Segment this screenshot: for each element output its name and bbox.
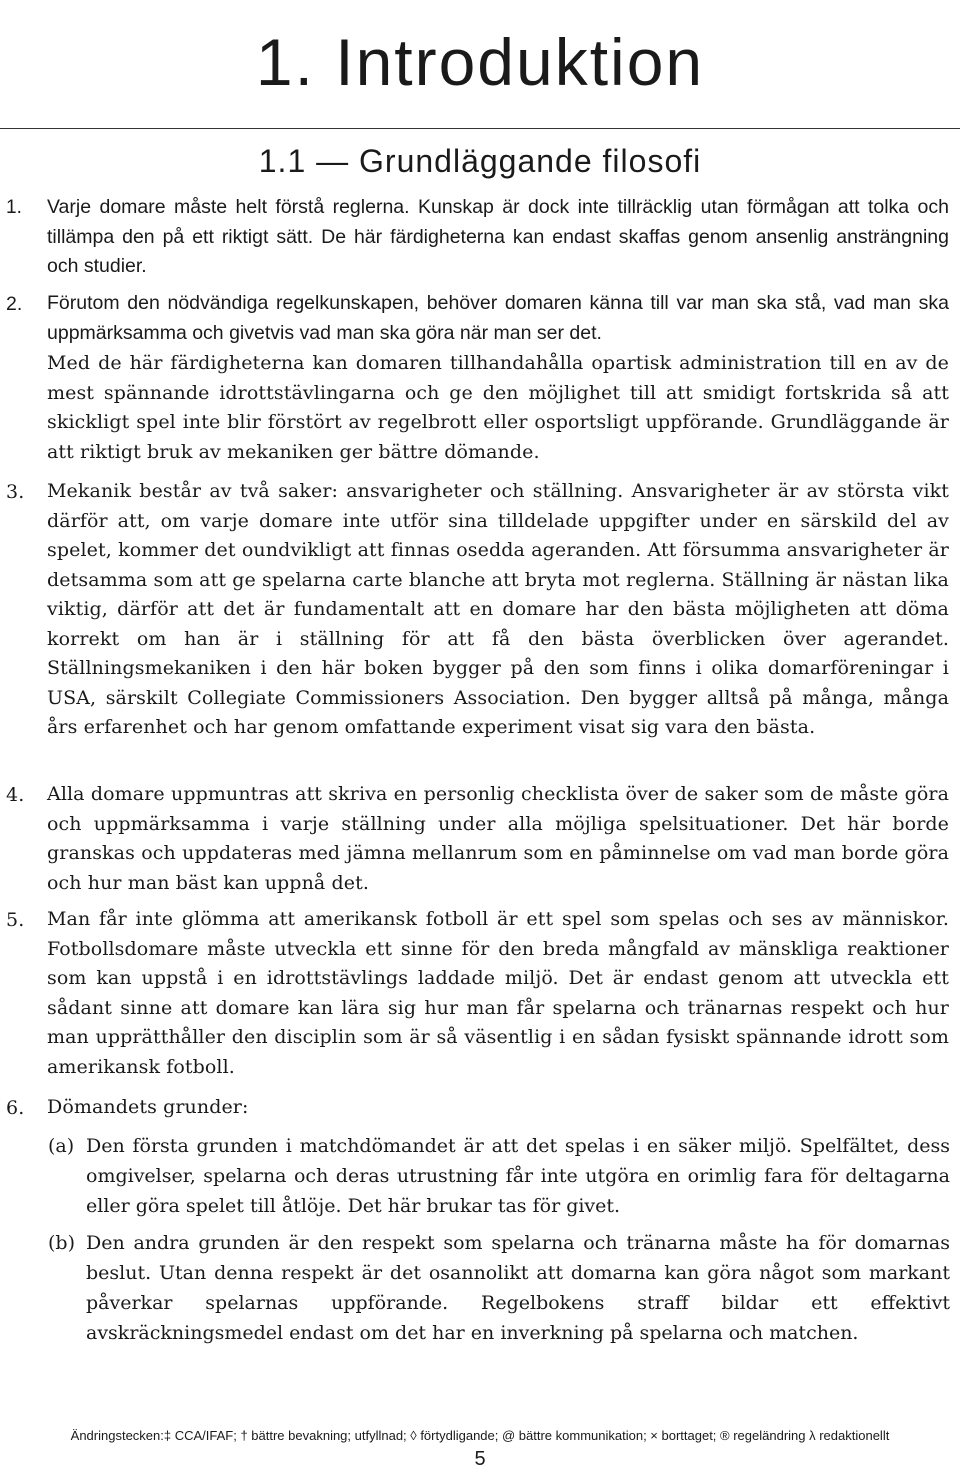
change-marks-legend: Ändringstecken:‡ CCA/IFAF; † bättre bevakning; utfyllnad; ◊ förtydligande; @ bättre kommunikation; × borttaget; ® regeländring λ redaktionellt: [70, 1428, 890, 1443]
item-text: Alla domare uppmuntras att skriva en personlig checklista över de saker som de måste göra och uppmärksamma i varje ställning under alla möjliga spelsituationer. Det här borde granskas och uppdateras med jämna mellanrum som en påminnelse om vad man borde göra och hur man bäst kan uppnå det.: [47, 783, 949, 894]
item-text: Man får inte glömma att amerikansk fotboll är ett spel som spelas och ses av människor. Fotbollsdomare måste utveckla ett sinne för den breda mångfald av mänskliga reaktioner som kan uppstå i en idrottstävlings laddade miljö. Det är endast genom att utveckla ett sådant sinne att domare kan lära sig hur man får spelarna och tränarnas respekt och hur man upprätthåller den disciplin som är så väsentlig i en sådan fysiskt spännande idrott som amerikansk fotboll.: [47, 908, 949, 1078]
title-divider: [0, 128, 960, 129]
section-title: 1.1 — Grundläggande filosofi: [258, 143, 702, 179]
item-text: Mekanik består av två saker: ansvarigheter och ställning. Ansvarigheter är av största vikt därför att, om varje domare inte utför sina tilldelade uppgifter under en särskild del av spelet, kommer det oundvikligt att finnas osedda ageranden. Att försumma ansvarigheter är detsamma som att ge spelarna carte blanche att bryta mot reglerna. Ställning är nästan lika viktig, därför att det är fundamentalt att en domare har den bästa möjligheten att döma korrekt om han är i ställning för att få den bästa överblicken över agerandet. Ställningsmekaniken i den här boken bygger på den som finns i olika domarföreningar i USA, särskilt Collegiate Commissioners Association. Den bygger alltså på många, många års erfarenhet och har genom omfattande experiment visat sig vara den bästa.: [47, 480, 949, 738]
item-number: 5.: [6, 909, 25, 931]
item-number: 2.: [6, 293, 23, 315]
item-number: 3.: [6, 481, 25, 503]
sub-item-text: Den första grunden i matchdömandet är att det spelas i en säker miljö. Spelfältet, dess omgivelser, spelarna och deras utrustning får inte utgöra en orimlig fara för deltagarna eller göra spelet till åtlöje. Det här brukar tas för givet.: [86, 1135, 950, 1217]
item-number: 6.: [6, 1097, 25, 1119]
sub-item-label: (b): [48, 1232, 75, 1254]
item-number: 1.: [6, 197, 22, 218]
item-text: Dömandets grunder:: [47, 1096, 249, 1118]
item-number: 4.: [6, 784, 25, 806]
sub-item-text: Den andra grunden är den respekt som spelarna och tränarna måste ha för domarnas beslut. Utan denna respekt är det osannolikt att domarna kan göra något som markant påverkar spelarnas uppförande. Regelbokens straff bildar ett effektivt avskräckningsmedel endast om det har en inverkning på spelarna och matchen.: [86, 1232, 950, 1344]
sub-item-label: (a): [48, 1135, 75, 1157]
item-text-sans: Förutom den nödvändiga regelkunskapen, behöver domaren känna till var man ska stå, vad man ska uppmärksamma och givetvis vad man ska göra när man ser det.: [47, 292, 949, 344]
item-text-serif: Med de här färdigheterna kan domaren tillhandahålla opartisk administration till en av de mest spännande idrottstävlingarna och ge den möjlighet till att smidigt fortskrida så att skickligt spel inte blir förstört av regelbrott eller osportsligt uppförande. Grundläggande är att riktigt bruk av mekaniken ger bättre dömande.: [47, 352, 949, 463]
page-number: 5: [474, 1448, 486, 1470]
chapter-title: 1. Introduktion: [255, 25, 705, 99]
item-text: Varje domare måste helt förstå reglerna. Kunskap är dock inte tillräcklig utan förmågan att tolka och tillämpa den på ett riktigt sätt. De här färdigheterna kan endast skaffas genom ansenlig ansträngning och studier.: [47, 196, 949, 277]
